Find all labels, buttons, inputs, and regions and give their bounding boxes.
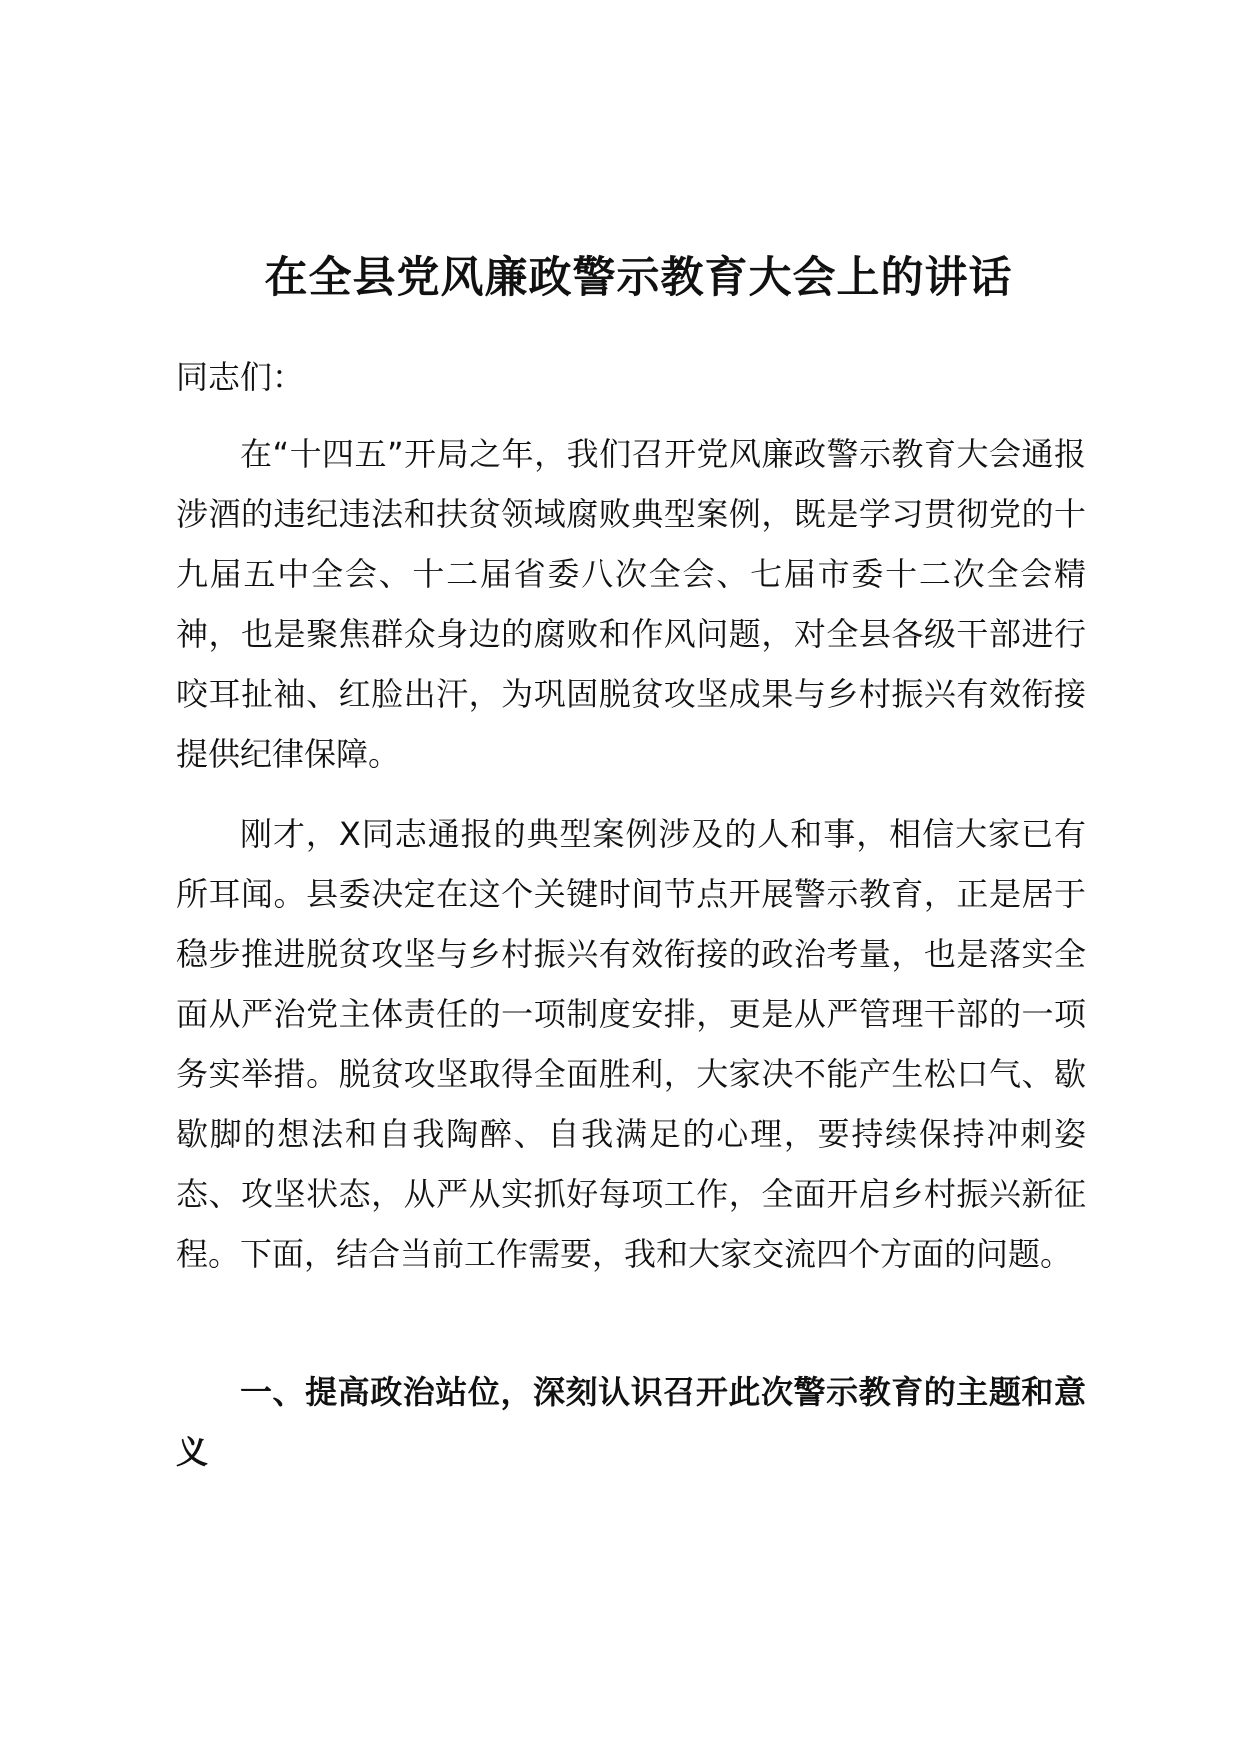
section-heading-1: 一、提高政治站位，深刻认识召开此次警示教育的主题和意义: [176, 1373, 1086, 1471]
document-title: 在全县党风廉政警示教育大会上的讲话: [264, 253, 1013, 303]
paragraph-case-briefing: 刚才，X同志通报的典型案例涉及的人和事，相信大家已有所耳闻。县委决定在这个关键时间节点开展警示教育，正是居于稳步推进脱贫攻坚与乡村振兴有效衔接的政治考量，也是落实全面从严治党主体责任的一项制度安排，更是从严管理干部的一项务实举措。脱贫攻坚取得全面胜利，大家决不能产生松口气、歇歇脚的想法和自我陶醉、自我满足的心理，要持续保持冲刺姿态、攻坚状态，从严从实抓好每项工作，全面开启乡村振兴新征程。下面，结合当前工作需要，我和大家交流四个方面的问题。: [176, 815, 1086, 1273]
paragraph-opening: 在“十四五”开局之年，我们召开党风廉政警示教育大会通报涉酒的违纪违法和扶贫领域腐败典型案例，既是学习贯彻党的十九届五中全会、十二届省委八次全会、七届市委十二次全会精神，也是聚焦群众身边的腐败和作风问题，对全县各级干部进行咬耳扯袖、红脸出汗，为巩固脱贫攻坚成果与乡村振兴有效衔接提供纪律保障。: [176, 435, 1086, 773]
salutation: 同志们：: [176, 358, 305, 396]
